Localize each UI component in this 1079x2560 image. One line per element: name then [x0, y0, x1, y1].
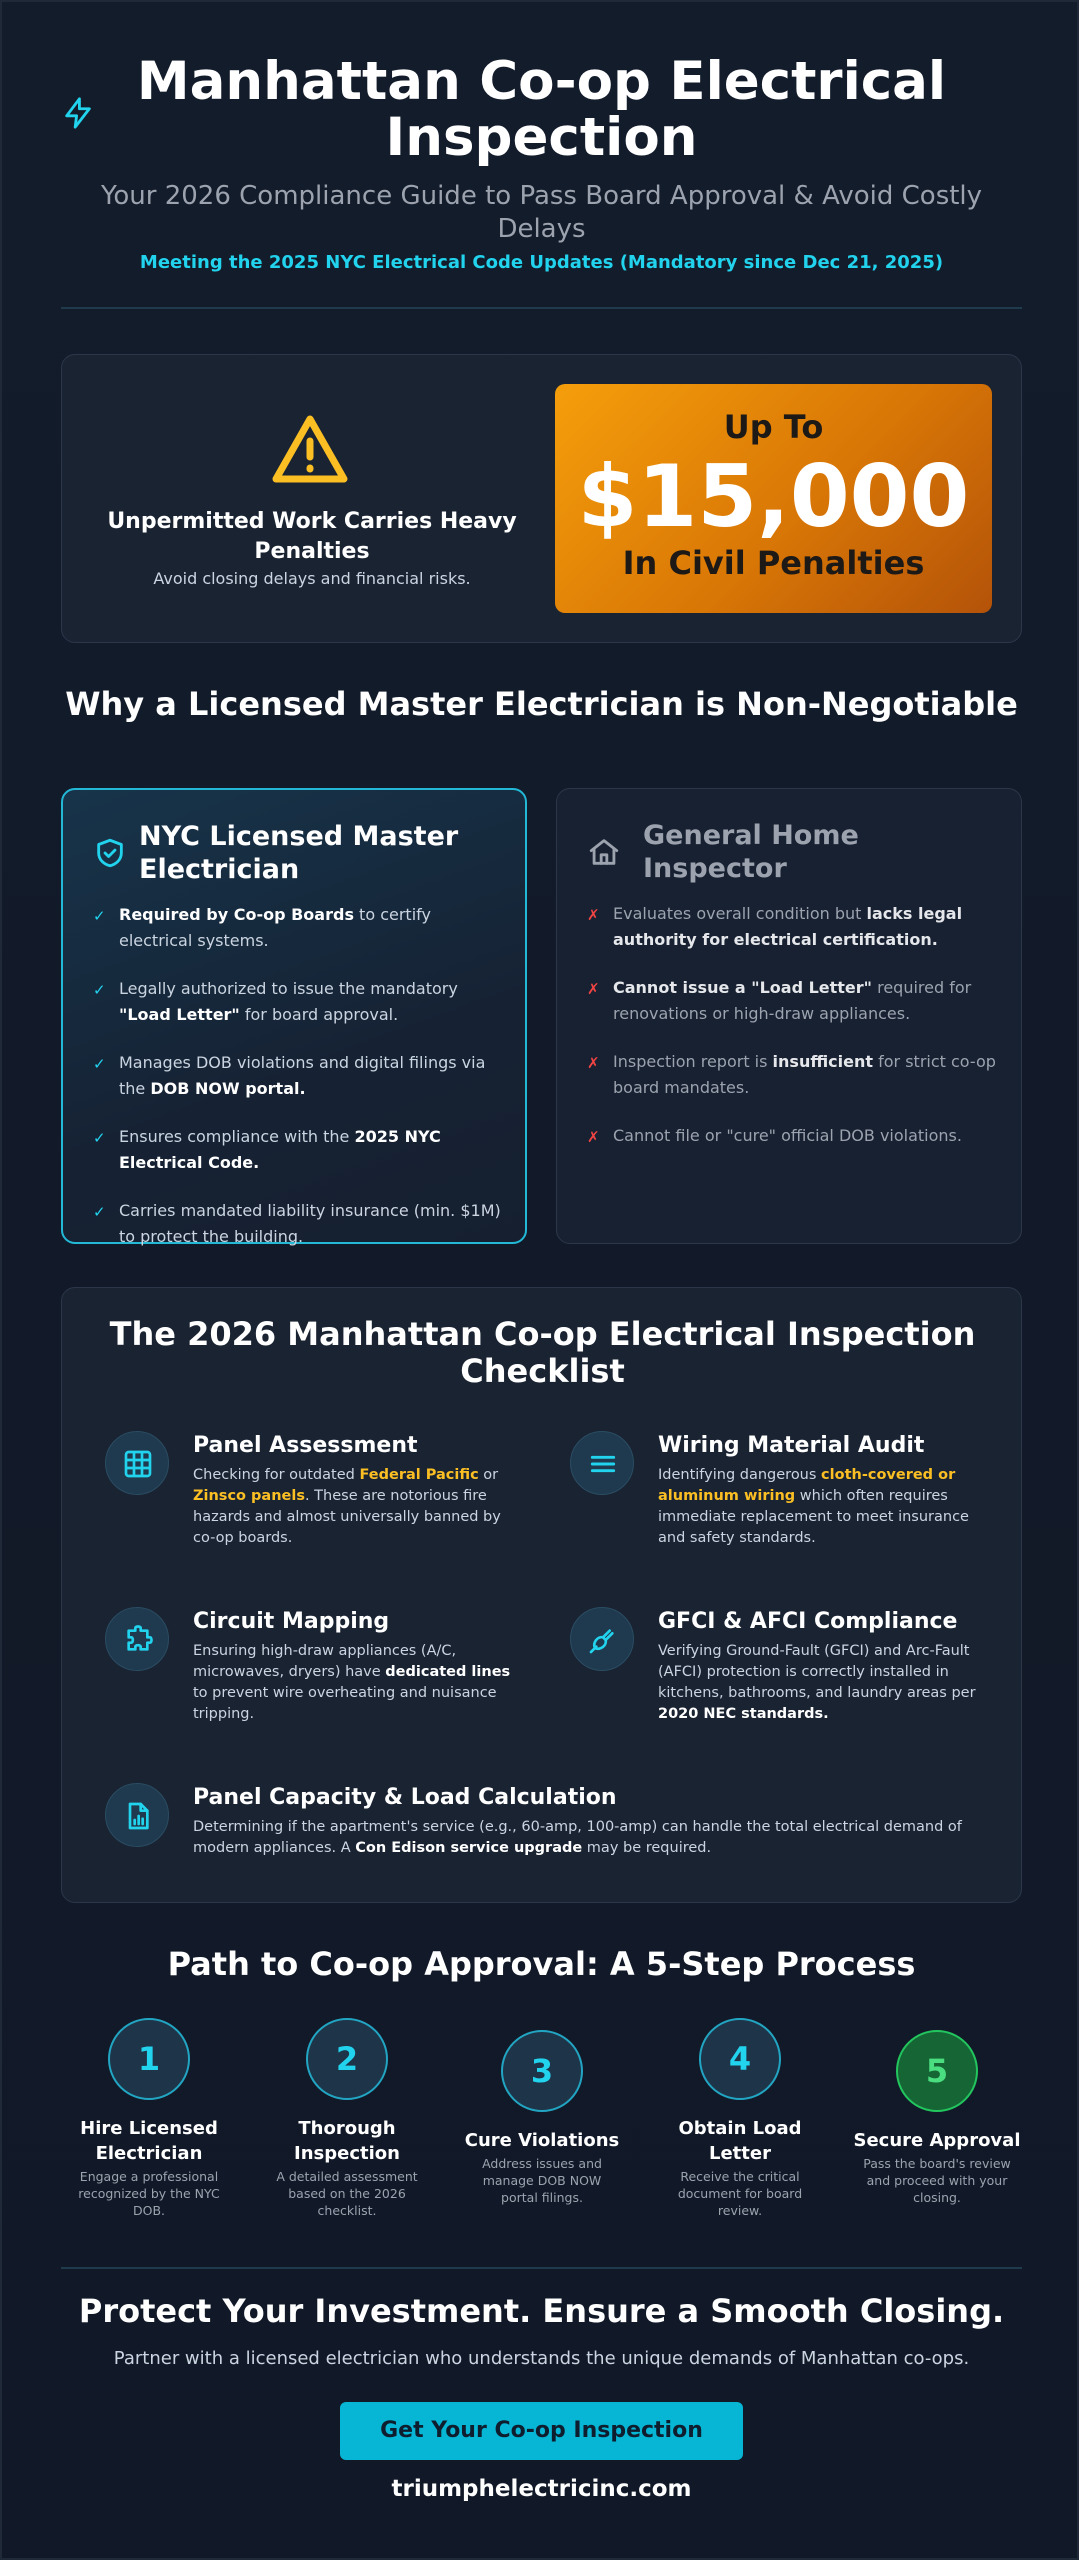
licensed-electrician-list	[93, 902, 503, 1272]
step-desc: Address issues and manage DOB NOW portal filings.	[482, 2156, 602, 2205]
step-desc: Pass the board's review and proceed with your closing.	[863, 2156, 1011, 2205]
divider	[61, 2267, 1022, 2269]
check-icon: ✓	[93, 1055, 106, 1073]
divider	[61, 307, 1022, 309]
checklist-item-desc: Determining if the apartment's service (e.g., 60-amp, 100-amp) can handle the total electrical demand of modern appliances. A Con Edison service upgrade may be required.	[193, 1819, 962, 1856]
penalty-title: Unpermitted Work Carries Heavy Penalties	[107, 509, 517, 564]
puzzle-icon	[105, 1607, 169, 1671]
step-number: 2	[306, 2018, 388, 2100]
list-item: ✗ Evaluates overall condition but lacks legal authority for electrical certification.	[587, 904, 963, 949]
get-inspection-button[interactable]: Get Your Co-op Inspection	[340, 2402, 743, 2460]
plug-icon	[570, 1607, 634, 1671]
step-1	[64, 2018, 234, 2219]
penalty-subtitle: Avoid closing delays and financial risks.	[153, 569, 471, 588]
list-item: ✗ Cannot file or "cure" official DOB violations.	[587, 1123, 997, 1149]
steps-title: Path to Co-op Approval: A 5-Step Process	[167, 1945, 916, 1983]
cross-icon: ✗	[587, 1054, 600, 1072]
home-inspector-name: General Home Inspector	[643, 820, 859, 884]
checklist-item-title: Panel Capacity & Load Calculation	[193, 1785, 617, 1810]
home-inspector-header	[587, 819, 997, 883]
checklist-title: The 2026 Manhattan Co-op Electrical Inspection Checklist	[109, 1315, 976, 1390]
checklist-item-desc: Verifying Ground-Fault (GFCI) and Arc-Fault (AFCI) protection is correctly installed in kitchens, bathrooms, and laundry areas per 2020 NEC standards.	[658, 1643, 976, 1722]
penalty-label: In Civil Penalties	[622, 544, 925, 582]
shield-check-icon	[93, 836, 127, 870]
step-2	[262, 2018, 432, 2219]
cross-icon: ✗	[587, 906, 600, 924]
comparison-title: Why a Licensed Master Electrician is Non-Negotiable	[65, 685, 1018, 723]
step-desc: Engage a professional recognized by the NYC DOB.	[78, 2169, 220, 2218]
check-icon: ✓	[93, 1203, 106, 1221]
penalty-up-to: Up To	[723, 408, 824, 446]
page-subtitle: Your 2026 Compliance Guide to Pass Board Approval & Avoid Costly Delays	[100, 181, 983, 244]
step-desc: Receive the critical document for board review.	[677, 2169, 803, 2218]
step-number: 3	[501, 2030, 583, 2112]
checklist-card	[61, 1287, 1022, 1903]
check-icon: ✓	[93, 981, 106, 999]
list-item: ✓ Required by Co-op Boards to certify electrical systems.	[93, 905, 431, 950]
checklist-item-desc: Identifying dangerous cloth-covered or aluminum wiring which often requires immediate replacement to meet insurance and safety standards.	[658, 1467, 969, 1546]
cross-icon: ✗	[587, 1128, 600, 1146]
code-update-note: Meeting the 2025 NYC Electrical Code Updates (Mandatory since Dec 21, 2025)	[139, 252, 944, 273]
step-title: Secure Approval	[853, 2130, 1021, 2151]
website-link[interactable]: triumphelectricinc.com	[391, 2476, 692, 2502]
warning-icon	[270, 413, 350, 485]
check-icon: ✓	[93, 1129, 106, 1147]
step-desc: A detailed assessment based on the 2026 checklist.	[276, 2169, 418, 2218]
cta-subtitle: Partner with a licensed electrician who understands the unique demands of Manhattan co-ops.	[113, 2348, 970, 2369]
step-4	[655, 2018, 825, 2219]
checklist-item-title: Circuit Mapping	[193, 1609, 390, 1634]
licensed-electrician-card	[61, 788, 527, 1244]
penalty-amount: $15,000	[577, 447, 970, 547]
list-item: ✓ Carries mandated liability insurance (min. $1M) to protect the building.	[93, 1201, 501, 1246]
step-title: Thorough Inspection	[294, 2118, 400, 2164]
step-number: 5	[896, 2030, 978, 2112]
licensed-electrician-name: NYC Licensed Master Electrician	[139, 821, 459, 885]
list-item: ✓ Legally authorized to issue the mandatory "Load Letter" for board approval.	[93, 979, 458, 1024]
step-title: Obtain Load Letter	[678, 2118, 802, 2164]
step-title: Hire Licensed Electrician	[80, 2118, 218, 2164]
home-inspector-card	[556, 788, 1022, 1244]
checklist-item-title: Panel Assessment	[193, 1433, 418, 1458]
step-number: 1	[108, 2018, 190, 2100]
wiring-lines-icon	[570, 1431, 634, 1495]
checklist-item-title: GFCI & AFCI Compliance	[658, 1609, 958, 1634]
bolt-icon	[61, 96, 95, 130]
report-chart-icon	[105, 1783, 169, 1847]
list-item: ✓ Ensures compliance with the 2025 NYC Electrical Code.	[93, 1127, 441, 1172]
cross-icon: ✗	[587, 980, 600, 998]
licensed-electrician-header	[93, 820, 503, 884]
panel-grid-icon	[105, 1431, 169, 1495]
home-icon	[587, 835, 621, 869]
list-item: ✗ Inspection report is insufficient for strict co-op board mandates.	[587, 1052, 996, 1097]
list-item: ✗ Cannot issue a "Load Letter" required for renovations or high-draw appliances.	[587, 978, 972, 1023]
page-title: Manhattan Co-op Electrical Inspection	[136, 51, 947, 168]
home-inspector-list	[587, 901, 997, 1171]
step-number: 4	[699, 2018, 781, 2100]
step-5	[852, 2030, 1022, 2206]
checklist-item-title: Wiring Material Audit	[658, 1433, 925, 1458]
penalty-amount-box	[555, 384, 992, 613]
penalty-card	[61, 354, 1022, 643]
checklist-item-desc: Ensuring high-draw appliances (A/C, microwaves, dryers) have dedicated lines to prevent wire overheating and nuisance tripping.	[193, 1643, 511, 1722]
list-item: ✓ Manages DOB violations and digital filings via the DOB NOW portal.	[93, 1053, 486, 1098]
step-title: Cure Violations	[464, 2130, 620, 2151]
checklist-item-desc: Checking for outdated Federal Pacific or Zinsco panels. These are notorious fire hazards and almost universally banned by co-op boards.	[193, 1467, 501, 1546]
steps-row	[61, 2012, 1022, 2242]
step-3	[457, 2030, 627, 2206]
cta-title: Protect Your Investment. Ensure a Smooth Closing.	[78, 2292, 1005, 2330]
header	[61, 51, 1022, 273]
check-icon: ✓	[93, 907, 106, 925]
